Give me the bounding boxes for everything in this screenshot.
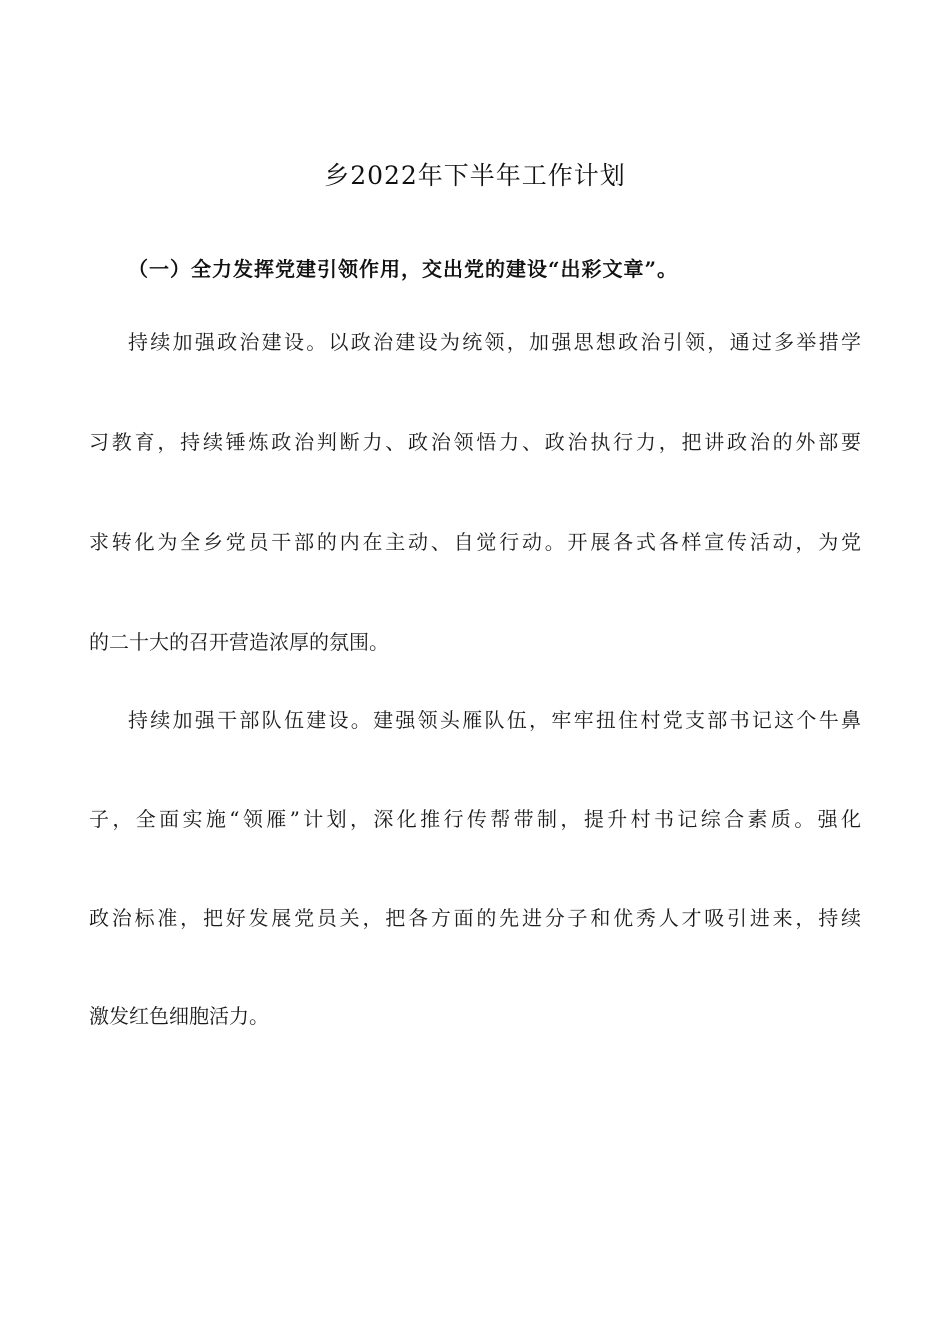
paragraph-1-line-2: 习教育，持续锤炼政治判断力、政治领悟力、政治执行力，把讲政治的外部要	[89, 430, 861, 454]
paragraph-2-line-3: 政治标准，把好发展党员关，把各方面的先进分子和优秀人才吸引进来，持续	[89, 906, 861, 930]
paragraph-1-line-1: 持续加强政治建设。以政治建设为统领，加强思想政治引领，通过多举措学	[128, 330, 861, 354]
document-title: 乡2022年下半年工作计划	[324, 161, 626, 190]
paragraph-2-line-4: 激发红色细胞活力。	[89, 1004, 269, 1028]
paragraph-2-line-1: 持续加强干部队伍建设。建强领头雁队伍，牢牢扭住村党支部书记这个牛鼻	[128, 708, 861, 732]
paragraph-1-line-3: 求转化为全乡党员干部的内在主动、自觉行动。开展各式各样宣传活动，为党	[89, 530, 861, 554]
section-heading: （一）全力发挥党建引领作用，交出党的建设“出彩文章”。	[128, 257, 679, 281]
paragraph-1-line-4: 的二十大的召开营造浓厚的氛围。	[89, 630, 389, 654]
paragraph-2-line-2: 子，全面实施“领雁”计划，深化推行传帮带制，提升村书记综合素质。强化	[89, 807, 861, 831]
